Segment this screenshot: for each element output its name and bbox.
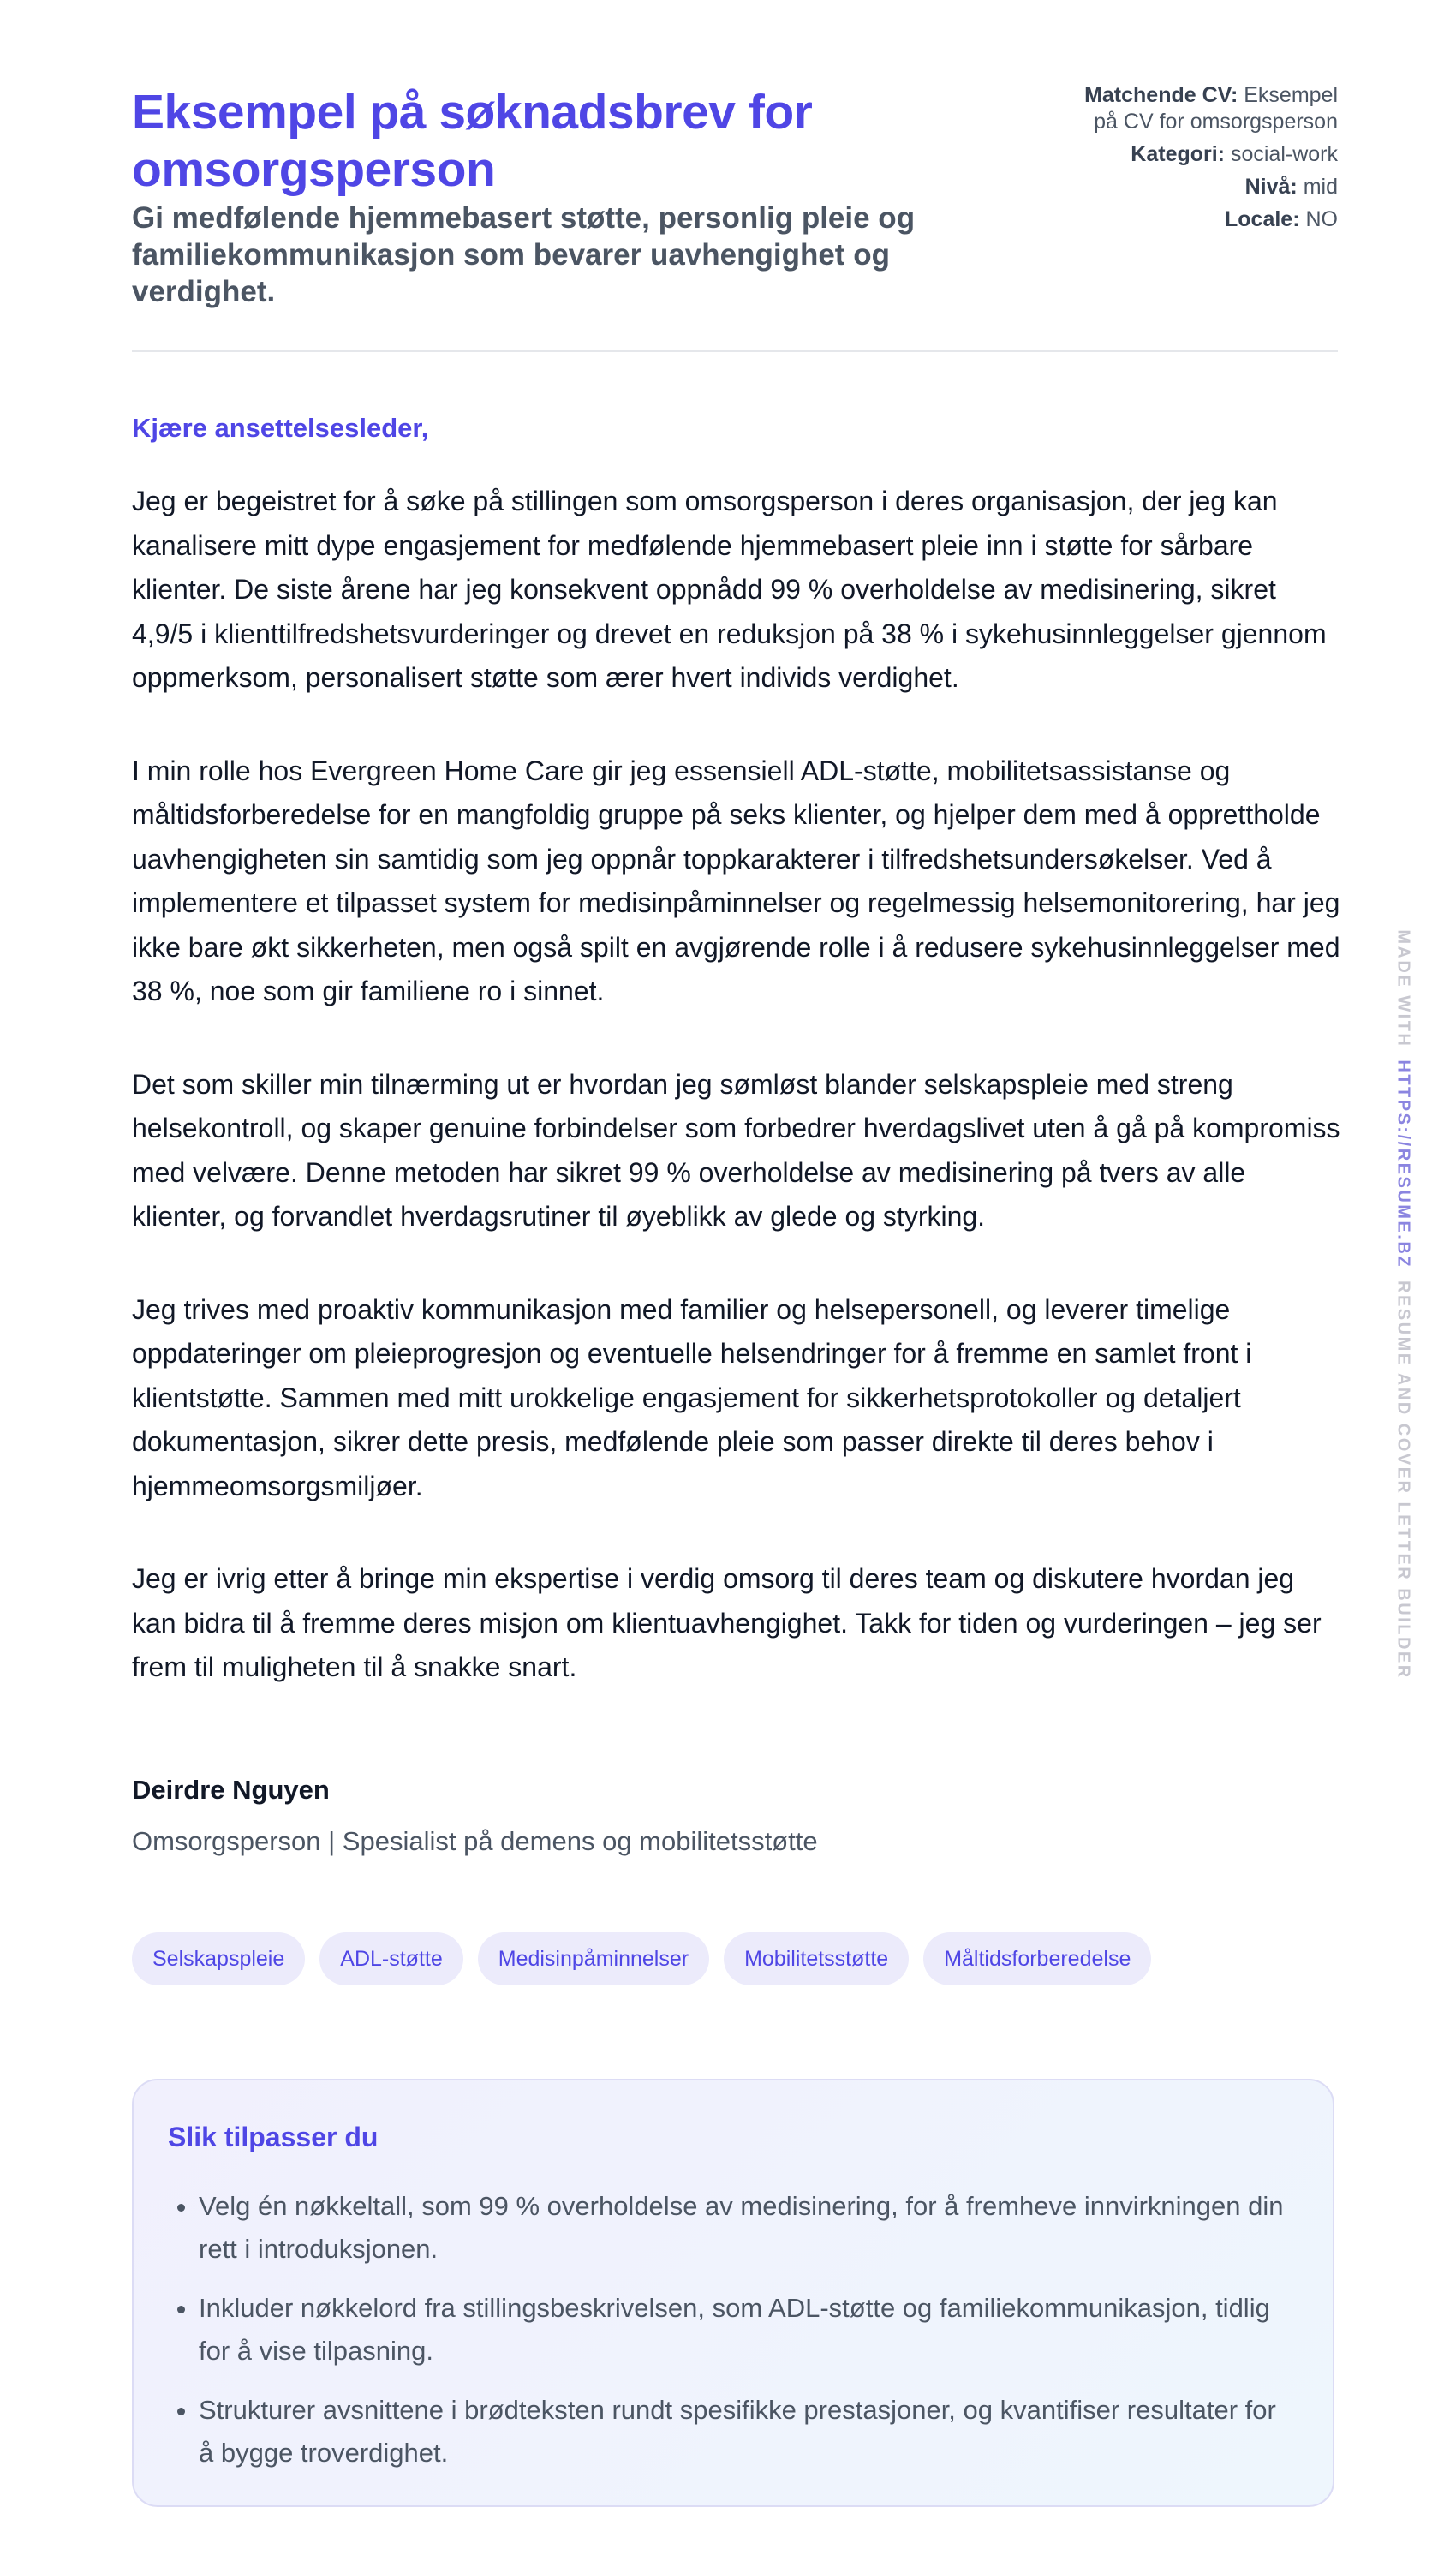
meta-label: Nivå: bbox=[1244, 175, 1298, 199]
signature-title: Omsorgsperson | Spesialist på demens og mobilitetsstøtte bbox=[132, 1826, 818, 1856]
letter-body bbox=[132, 480, 1341, 1739]
skill-tag: ADL-støtte bbox=[319, 1932, 462, 1985]
meta-level bbox=[1072, 174, 1338, 200]
skill-tag: Medisinpåminnelser bbox=[478, 1932, 709, 1985]
page-subtitle: Gi medfølende hjemmebasert støtte, personlig pleie og familiekommunikasjon som bevarer uavhengighet og verdighet. bbox=[132, 201, 916, 308]
banner-suffix: RESUME AND COVER LETTER BUILDER bbox=[1393, 1281, 1413, 1680]
letter-paragraph: Jeg trives med proaktiv kommunikasjon med familier og helsepersonell, og leverer timelige oppdateringer om pleieprogresjon og eventuelle helsendringer for å fremme en samlet front i klientstøtte. Sammen med mitt urokkelige engasjement for sikkerhetsprotokoller og detaljert dokumentasjon, sikrer dette presis, medfølende pleie som passer direkte til deres behov i hjemmeomsorgsmiljøer. bbox=[132, 1293, 1252, 1501]
letter-greeting: Kjære ansettelsesleder, bbox=[132, 413, 429, 443]
letter-paragraph: Jeg er begeistret for å søke på stillingen som omsorgsperson i deres organisasjon, der jeg kan kanalisere mitt dype engasjement for medfølende hjemmebasert pleie inn i støtte for sårbare klienter. De siste årene har jeg konsekvent oppnådd 99 % overholdelse av medisinering, sikret 4,9/5 i klienttilfredshetsvurderinger og drevet en reduksjon på 38 % i sykehusinnleggelser gjennom oppmerksom, personalisert støtte som ærer hvert individs verdighet. bbox=[132, 486, 1327, 693]
banner-prefix: MADE WITH bbox=[1393, 929, 1413, 1048]
skill-tags bbox=[132, 1932, 1151, 1985]
made-with-banner bbox=[1393, 929, 1413, 1679]
page-title: Eksempel på søknadsbrev for omsorgsperson bbox=[132, 85, 813, 197]
tips-title: Slik tilpasser du bbox=[168, 2122, 379, 2152]
meta-matching-cv bbox=[1072, 82, 1338, 135]
letter-paragraph: Det som skiller min tilnærming ut er hvordan jeg sømløst blander selskapspleie med streng helsekontroll, og skaper genuine forbindelser som forbedrer hverdagslivet uten å gå på kompromiss med velvære. Denne metoden har sikret 99 % overholdelse av medisinering på tvers av alle klienter, og forvandlet hverdagsrutiner til øyeblikk av glede og styrking. bbox=[132, 1068, 1340, 1232]
tips-list bbox=[134, 2185, 1333, 2491]
letter-paragraph: I min rolle hos Evergreen Home Care gir jeg essensiell ADL-støtte, mobilitetsassistanse og måltidsforberedelse for en mangfoldig gruppe på seks klienter, og hjelper dem med å opprettholde uavhengigheten sin samtidig som jeg oppnår toppkarakterer i tilfredshetsundersøkelser. Ved å implementere et tilpasset system for medisinpåminnelser og regelmessig helsemonitorering, har jeg ikke bare økt sikkerheten, men også spilt en avgjørende rolle i å redusere sykehusinnleggelser med 38 %, noe som gir familiene ro i sinnet. bbox=[132, 755, 1340, 1006]
skill-tag: Mobilitetsstøtte bbox=[724, 1932, 909, 1985]
tip-item: • Velg én nøkkeltall, som 99 % overholdelse av medisinering, for å fremheve innvirkningen din rett i introduksjonen. bbox=[199, 2185, 1290, 2271]
meta-label: Matchende CV: bbox=[1084, 83, 1238, 107]
meta-label: Locale: bbox=[1225, 207, 1300, 231]
tip-item: • Inkluder nøkkelord fra stillingsbeskrivelsen, som ADL-støtte og familiekommunikasjon, tidlig for å vise tilpasning. bbox=[199, 2287, 1290, 2373]
resume-bz-link[interactable]: HTTPS://RESUME.BZ bbox=[1393, 1060, 1413, 1269]
meta-info bbox=[1072, 82, 1338, 239]
meta-value: Eksempel på CV for omsorgsperson bbox=[1094, 83, 1338, 134]
meta-locale bbox=[1072, 206, 1338, 233]
skill-tag: Selskapspleie bbox=[132, 1932, 305, 1985]
meta-category bbox=[1072, 141, 1338, 168]
signature-name: Deirdre Nguyen bbox=[132, 1775, 330, 1805]
letter-paragraph: Jeg er ivrig etter å bringe min ekspertise i verdig omsorg til deres team og diskutere hvordan jeg kan bidra til å fremme deres misjon om klientuavhengighet. Takk for tiden og vurderingen – jeg ser frem til muligheten til å snakke snart. bbox=[132, 1563, 1322, 1682]
tip-item: • Strukturer avsnittene i brødteksten rundt spesifikke prestasjoner, og kvantifiser resultater for å bygge troverdighet. bbox=[199, 2389, 1290, 2474]
meta-value: social-work bbox=[1230, 142, 1338, 166]
skill-tag: Måltidsforberedelse bbox=[923, 1932, 1151, 1985]
tips-box bbox=[132, 2079, 1334, 2507]
meta-value: NO bbox=[1305, 207, 1338, 231]
meta-value: mid bbox=[1303, 175, 1338, 199]
header-divider bbox=[132, 350, 1338, 352]
meta-label: Kategori: bbox=[1131, 142, 1226, 166]
